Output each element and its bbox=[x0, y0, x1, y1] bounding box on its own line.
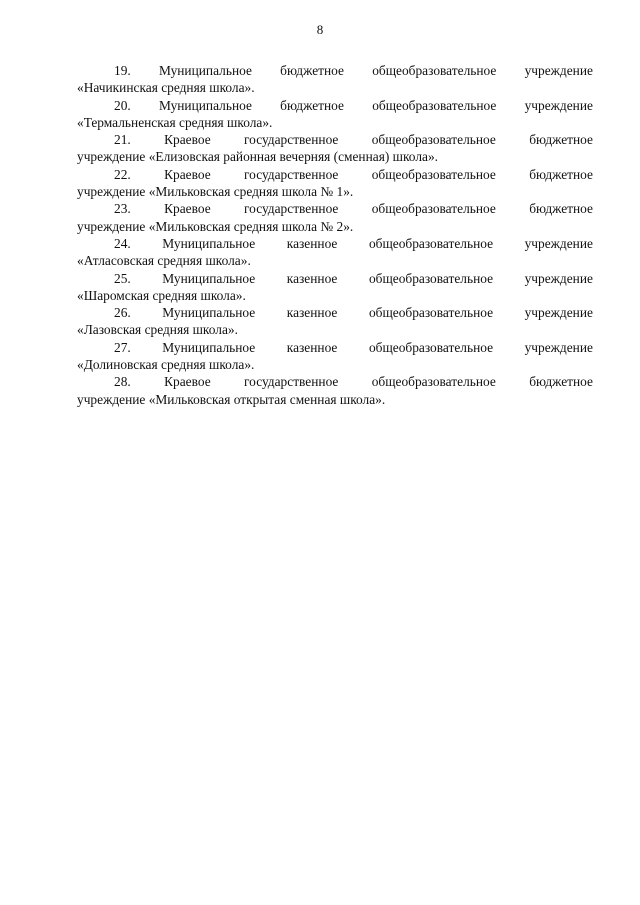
list-item bbox=[77, 373, 593, 408]
item-word: бюджетное bbox=[529, 166, 593, 182]
item-number: 21. bbox=[114, 132, 131, 148]
item-number: 24. bbox=[114, 235, 131, 251]
list-item-first-line bbox=[77, 166, 593, 183]
item-word: бюджетное bbox=[529, 374, 593, 390]
list-item bbox=[77, 235, 593, 270]
item-word: общеобразовательное bbox=[368, 270, 494, 286]
item-word: Муниципальное bbox=[159, 97, 252, 113]
item-word: бюджетное bbox=[280, 97, 344, 113]
list-item-second-line: «Долиновская средняя школа». bbox=[77, 357, 255, 373]
item-word: общеобразовательное bbox=[371, 201, 496, 217]
list-item-second-line: учреждение «Мильковская средняя школа № 1». bbox=[77, 184, 354, 200]
item-word: общеобразовательное bbox=[371, 132, 496, 148]
item-word: казенное bbox=[286, 270, 338, 286]
list-item-second-line: «Атласовская средняя школа». bbox=[77, 253, 251, 269]
list-item bbox=[77, 166, 593, 201]
list-item bbox=[77, 270, 593, 305]
item-word: учреждение bbox=[524, 97, 593, 113]
list-item-first-line bbox=[77, 373, 593, 390]
list-item-second-line: «Шаромская средняя школа». bbox=[77, 287, 246, 303]
list-item-first-line bbox=[77, 62, 593, 79]
list-item bbox=[77, 304, 593, 339]
item-word: общеобразовательное bbox=[372, 97, 497, 113]
item-word: Муниципальное bbox=[162, 305, 256, 321]
item-word: Муниципальное bbox=[159, 63, 252, 78]
item-word: общеобразовательное bbox=[371, 166, 496, 182]
item-word: Краевое bbox=[164, 201, 211, 217]
item-word: Краевое bbox=[164, 166, 211, 182]
item-word: учреждение bbox=[524, 63, 593, 78]
page-number: 8 bbox=[316, 22, 324, 37]
item-number: 19. bbox=[114, 63, 131, 78]
item-word: Муниципальное bbox=[162, 235, 256, 251]
list-item-first-line bbox=[77, 200, 593, 217]
list-item bbox=[77, 62, 593, 97]
list-item-first-line bbox=[77, 235, 593, 252]
item-word: бюджетное bbox=[529, 132, 593, 148]
list-item-first-line bbox=[77, 270, 593, 287]
item-number: 23. bbox=[114, 201, 131, 217]
list-item-second-line: «Лазовская средняя школа». bbox=[77, 322, 238, 338]
list-item-second-line: «Начикинская средняя школа». bbox=[77, 80, 255, 96]
item-word: казенное bbox=[286, 305, 338, 321]
item-word: государственное bbox=[244, 166, 339, 182]
item-word: учреждение bbox=[524, 270, 593, 286]
item-number: 27. bbox=[114, 339, 131, 355]
item-number: 26. bbox=[114, 305, 131, 321]
list-item-second-line: учреждение «Мильковская средняя школа № 2». bbox=[77, 218, 354, 234]
item-number: 28. bbox=[114, 374, 131, 390]
list-item-first-line bbox=[77, 304, 593, 321]
item-word: бюджетное bbox=[280, 63, 344, 78]
item-word: общеобразовательное bbox=[371, 374, 496, 390]
list-item bbox=[77, 131, 593, 166]
list-item-first-line bbox=[77, 97, 593, 114]
item-word: общеобразовательное bbox=[372, 63, 497, 78]
list-item-second-line: учреждение «Елизовская районная вечерняя (сменная) школа». bbox=[77, 149, 438, 165]
item-word: Краевое bbox=[164, 374, 211, 390]
item-word: Муниципальное bbox=[162, 270, 256, 286]
item-word: общеобразовательное bbox=[368, 339, 494, 355]
item-word: общеобразовательное bbox=[368, 235, 494, 251]
item-word: Краевое bbox=[164, 132, 211, 148]
list-item-first-line bbox=[77, 131, 593, 148]
item-word: государственное bbox=[244, 374, 339, 390]
item-word: бюджетное bbox=[529, 201, 593, 217]
item-number: 25. bbox=[114, 270, 131, 286]
item-word: учреждение bbox=[524, 305, 593, 321]
item-word: государственное bbox=[244, 132, 339, 148]
item-word: государственное bbox=[244, 201, 339, 217]
item-number: 22. bbox=[114, 166, 131, 182]
list-item bbox=[77, 97, 593, 132]
list-item-first-line bbox=[77, 339, 593, 356]
item-word: учреждение bbox=[524, 339, 593, 355]
item-word: учреждение bbox=[524, 235, 593, 251]
item-word: казенное bbox=[286, 235, 338, 251]
item-word: общеобразовательное bbox=[368, 305, 494, 321]
list-item-second-line: учреждение «Мильковская открытая сменная школа». bbox=[77, 391, 386, 407]
list-item bbox=[77, 200, 593, 235]
school-list bbox=[77, 62, 593, 408]
list-item bbox=[77, 339, 593, 374]
item-number: 20. bbox=[114, 97, 131, 113]
list-item-second-line: «Термальненская средняя школа». bbox=[77, 114, 273, 130]
item-word: казенное bbox=[286, 339, 338, 355]
item-word: Муниципальное bbox=[162, 339, 256, 355]
